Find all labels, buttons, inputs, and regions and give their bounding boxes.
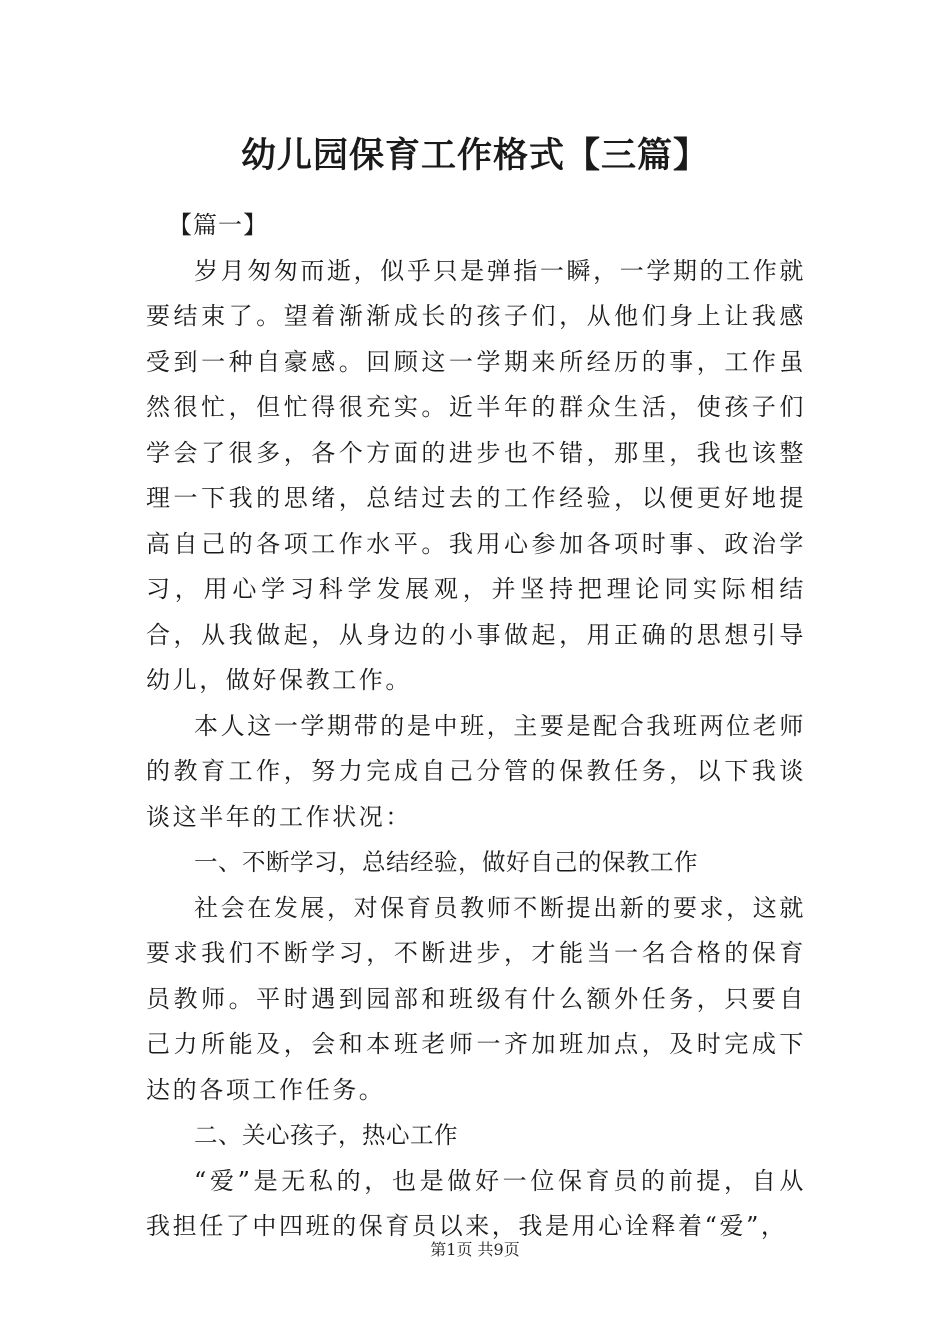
page-footer: 第1页 共9页	[430, 1240, 520, 1259]
document-body	[146, 203, 806, 1250]
heading-1: 一、不断学习，总结经验，做好自己的保教工作	[194, 848, 698, 876]
paragraph-1: 岁月匆匆而逝，似乎只是弹指一瞬，一学期的工作就要结束了。望着渐渐成长的孩子们，从他们身上让我感受到一种自豪感。回顾这一学期来所经历的事，工作虽然很忙，但忙得很充实。近半年的群众生活，使孩子们学会了很多，各个方面的进步也不错，那里，我也该整理一下我的思绪，总结过去的工作经验，以便更好地提高自己的各项工作水平。我用心参加各项时事、政治学习，用心学习科学发展观，并坚持把理论同实际相结合，从我做起，从身边的小事做起，用正确的思想引导幼儿，做好保教工作。	[146, 256, 806, 694]
paragraph-2: 本人这一学期带的是中班，主要是配合我班两位老师的教育工作，努力完成自己分管的保教任务，以下我谈谈这半年的工作状况：	[146, 711, 806, 831]
heading-2: 二、关心孩子，热心工作	[194, 1121, 458, 1149]
paragraph-4: “爱”是无私的，也是做好一位保育员的前提，自从我担任了中四班的保育员以来，我是用心诠释着“爱”，	[146, 1166, 806, 1240]
document-title: 幼儿园保育工作格式【三篇】	[240, 135, 709, 176]
section-label: 【篇一】	[168, 211, 268, 239]
paragraph-3: 社会在发展，对保育员教师不断提出新的要求，这就要求我们不断学习，不断进步，才能当一名合格的保育员教师。平时遇到园部和班级有什么额外任务，只要自己力所能及，会和本班老师一齐加班加点，及时完成下达的各项工作任务。	[146, 893, 806, 1104]
